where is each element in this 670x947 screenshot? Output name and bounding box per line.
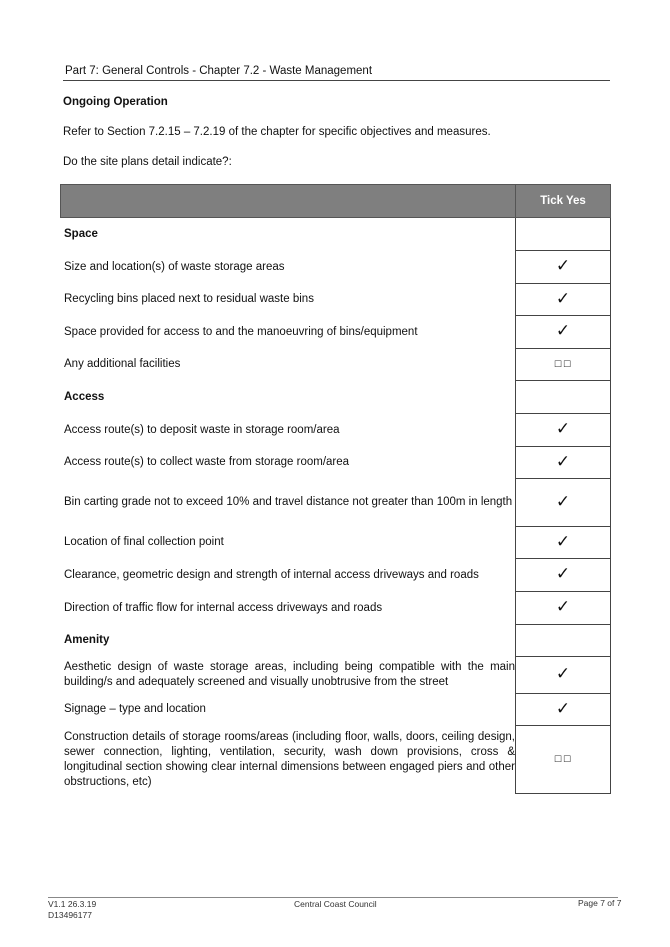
row-label: Any additional facilities [61,349,516,381]
row-label: Location of final collection point [61,527,516,559]
tick-cell[interactable] [516,284,611,316]
checklist-table [60,184,611,794]
empty-checkbox-icon: ☐☐ [553,359,573,369]
tick-cell[interactable] [516,527,611,559]
row-label: Access route(s) to collect waste from storage room/area [61,447,516,479]
section-label-access: Access [61,381,516,414]
question-paragraph: Do the site plans detail indicate?: [63,156,232,168]
row-label: Size and location(s) of waste storage areas [61,251,516,284]
row-label: Clearance, geometric design and strength of internal access driveways and roads [61,559,516,592]
table-row [61,527,611,559]
table-row [61,479,611,527]
tick-cell[interactable] [516,479,611,527]
footer-org: Central Coast Council [294,899,377,909]
tick-cell [516,381,611,414]
row-label: Construction details of storage rooms/areas (including floor, walls, doors, ceiling design, sewer connection, lighting, ventilation, security, wash down provisions, cross & longitudinal section showing clear internal dimensions between engaged piers and other obstructions, etc) [61,726,516,794]
row-label: Direction of traffic flow for internal access driveways and roads [61,592,516,625]
header-cell-blank [61,185,516,218]
tick-cell [516,625,611,657]
checkmark-icon: ✓ [555,288,571,309]
checkmark-icon: ✓ [555,531,571,552]
checkmark-icon: ✓ [555,419,571,439]
page-header: Part 7: General Controls - Chapter 7.2 - Waste Management [63,64,610,81]
row-label: Space provided for access to and the manoeuvring of bins/equipment [61,316,516,349]
row-label: Access route(s) to deposit waste in storage room/area [61,414,516,447]
tick-cell[interactable] [516,592,611,625]
section-heading: Ongoing Operation [63,96,168,108]
table-row [61,349,611,381]
checkmark-icon: ✓ [555,491,571,512]
tick-cell[interactable] [516,349,611,381]
table-row [61,251,611,284]
tick-cell[interactable] [516,559,611,592]
table-row [61,414,611,447]
table-row [61,726,611,794]
checkmark-icon: ✓ [555,564,571,584]
checkmark-icon: ✓ [555,597,571,617]
section-label-amenity: Amenity [61,625,516,657]
table-row [61,218,611,251]
tick-cell[interactable] [516,447,611,479]
table-row [61,625,611,657]
footer-divider [48,897,618,898]
tick-cell[interactable] [516,251,611,284]
tick-cell[interactable] [516,726,611,794]
row-label: Bin carting grade not to exceed 10% and travel distance not greater than 100m in length [61,479,516,527]
empty-checkbox-icon: ☐☐ [553,754,573,764]
row-label: Aesthetic design of waste storage areas, including being compatible with the main building/s and adequately screened and visually unobtrusive from the street [61,657,516,694]
tick-cell[interactable] [516,414,611,447]
row-label: Signage – type and location [61,694,516,726]
tick-cell[interactable] [516,657,611,694]
table-row [61,316,611,349]
footer-page-number: Page 7 of 7 [578,898,622,908]
refer-paragraph: Refer to Section 7.2.15 – 7.2.19 of the chapter for specific objectives and measures. [63,126,491,138]
header-cell-tick-yes: Tick Yes [516,185,611,218]
checkmark-icon: ✓ [555,256,571,276]
table-row [61,381,611,414]
table-row [61,559,611,592]
table-row [61,284,611,316]
table-row [61,447,611,479]
table-row [61,592,611,625]
tick-cell[interactable] [516,694,611,726]
tick-cell[interactable] [516,316,611,349]
row-label: Recycling bins placed next to residual waste bins [61,284,516,316]
footer-version: V1.1 26.3.19 [48,899,97,909]
section-label-space: Space [61,218,516,251]
checkmark-icon: ✓ [555,321,571,341]
checkmark-icon: ✓ [555,664,571,684]
checkmark-icon: ✓ [555,451,571,472]
footer-version-block [48,899,96,921]
table-row [61,694,611,726]
checkmark-icon: ✓ [555,698,571,719]
table-header-row [61,185,611,218]
table-row [61,657,611,694]
footer-doc-id: D13496177 [48,910,92,920]
tick-cell [516,218,611,251]
